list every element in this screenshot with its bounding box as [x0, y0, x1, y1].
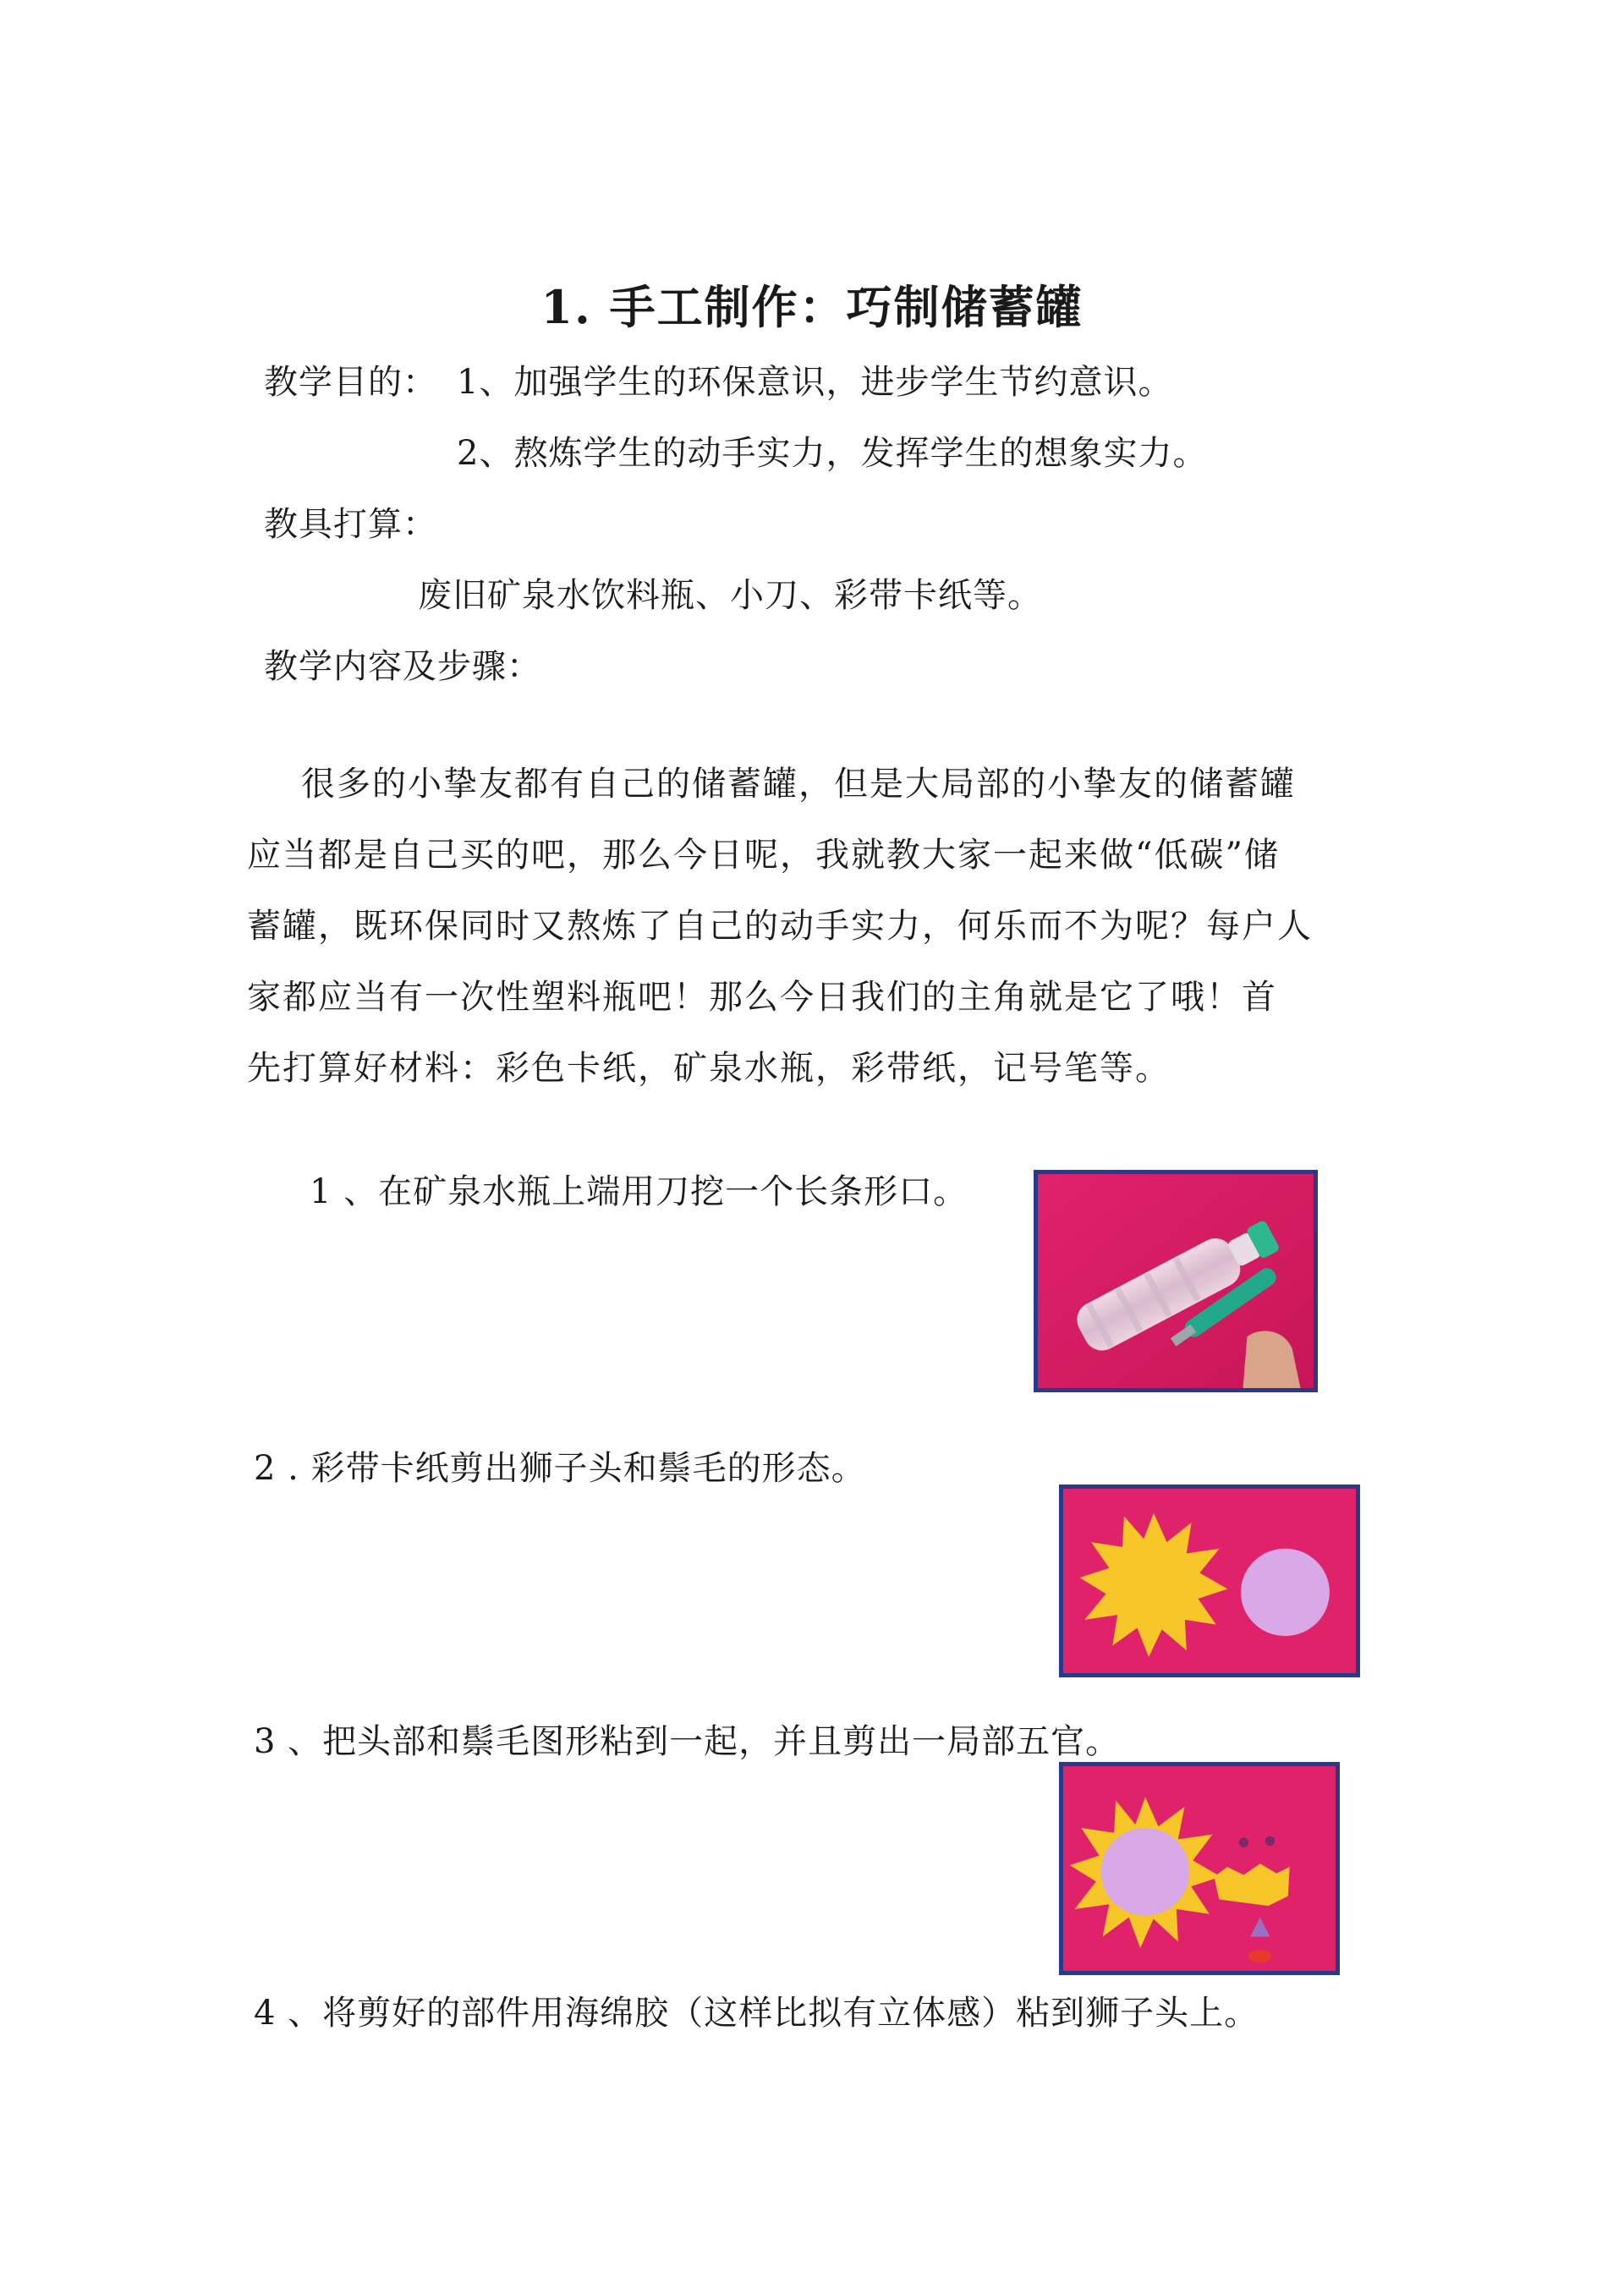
content-label: 教学内容及步骤：	[264, 647, 541, 686]
bottle-knife-illustration	[1038, 1174, 1314, 1388]
tools-label: 教具打算：	[264, 505, 437, 544]
tools-text: 废旧矿泉水饮料瓶、小刀、彩带卡纸等。	[418, 576, 1042, 615]
step-1-text: 1 、在矿泉水瓶上端用刀挖一个长条形口。	[310, 1172, 968, 1211]
page-title: 1. 手工制作：巧制储蓄罐	[540, 280, 1084, 334]
intro-line: 蓄罐，既环保同时又熬炼了自己的动手实力，何乐而不为呢？每户人	[247, 907, 1313, 946]
step-1-photo	[1034, 1170, 1318, 1392]
intro-line: 很多的小挚友都有自己的储蓄罐，但是大局部的小挚友的储蓄罐	[301, 765, 1296, 804]
intro-paragraph	[247, 749, 1380, 1104]
intro-line: 应当都是自己买的吧，那么今日呢，我就教大家一起来做“低碳”储	[247, 836, 1280, 875]
step-2-text: 2 . 彩带卡纸剪出狮子头和鬃毛的形态。	[254, 1449, 866, 1488]
intro-line: 先打算好材料：彩色卡纸，矿泉水瓶，彩带纸，记号笔等。	[247, 1049, 1171, 1088]
step-3-text: 3 、把头部和鬃毛图形粘到一起，并且剪出一局部五官。	[254, 1722, 1121, 1761]
goal-label: 教学目的：	[264, 363, 437, 402]
lion-face-parts-illustration	[1063, 1766, 1336, 1971]
mane-and-head-shapes-illustration	[1063, 1489, 1356, 1673]
intro-line: 家都应当有一次性塑料瓶吧！那么今日我们的主角就是它了哦！首	[247, 978, 1277, 1017]
step-3-photo	[1059, 1762, 1340, 1975]
goal-item-2: 2、熬炼学生的动手实力，发挥学生的想象实力。	[457, 434, 1208, 473]
step-4-text: 4 、将剪好的部件用海绵胶（这样比拟有立体感）粘到狮子头上。	[254, 1994, 1259, 2033]
goal-item-1: 1、加强学生的环保意识，进步学生节约意识。	[457, 363, 1173, 402]
step-2-photo	[1059, 1485, 1360, 1677]
